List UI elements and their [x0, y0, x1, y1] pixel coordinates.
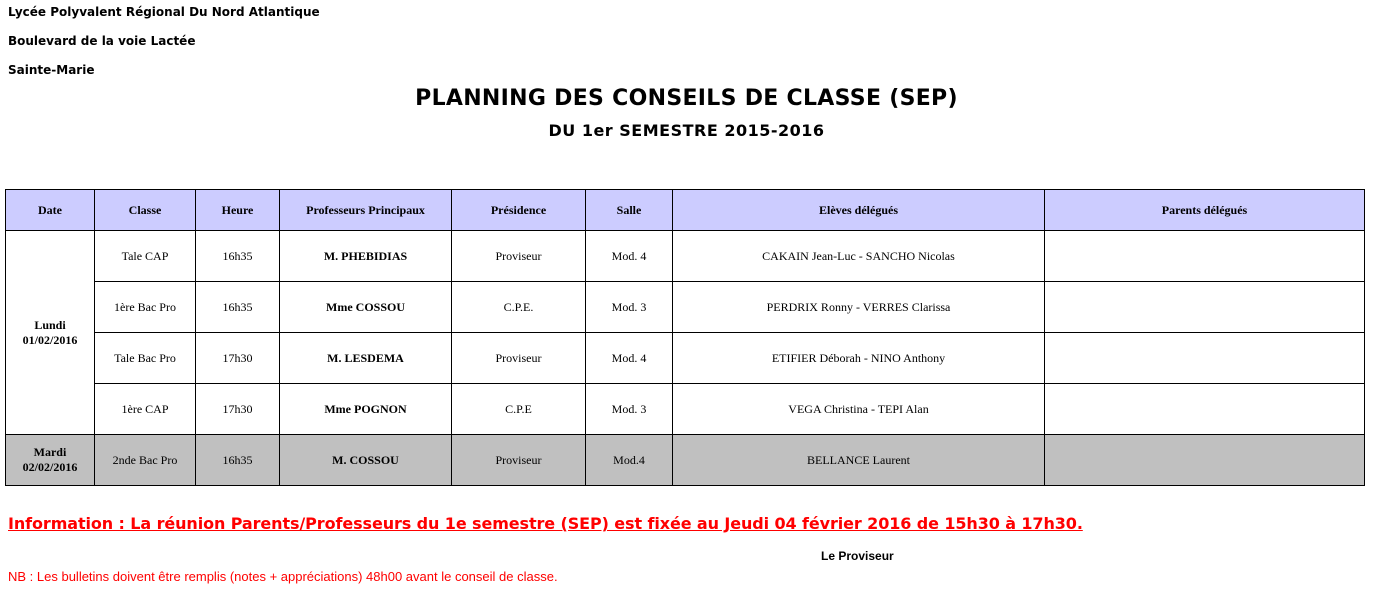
parents-cell: [1045, 282, 1365, 333]
salle-cell: Mod. 4: [586, 333, 673, 384]
salle-cell: Mod.4: [586, 435, 673, 486]
school-city: Sainte-Marie: [8, 63, 95, 77]
classe-cell: Tale CAP: [95, 231, 196, 282]
table-row: [6, 231, 1365, 282]
school-name: Lycée Polyvalent Régional Du Nord Atlantique: [8, 5, 320, 19]
parents-cell: [1045, 231, 1365, 282]
column-header-date: Date: [6, 190, 95, 231]
day-label: Lundi: [34, 317, 66, 332]
professeur-cell: M. LESDEMA: [280, 333, 452, 384]
professeur-cell: M. COSSOU: [280, 435, 452, 486]
presidence-cell: Proviseur: [452, 333, 586, 384]
column-header-eleves: Elèves délégués: [673, 190, 1045, 231]
column-header-parents: Parents délégués: [1045, 190, 1365, 231]
presidence-cell: C.P.E: [452, 384, 586, 435]
presidence-cell: C.P.E.: [452, 282, 586, 333]
table-row: [6, 333, 1365, 384]
page-title: PLANNING DES CONSEILS DE CLASSE (SEP): [415, 86, 958, 111]
professeur-cell: M. PHEBIDIAS: [280, 231, 452, 282]
table-row: [6, 384, 1365, 435]
parents-cell: [1045, 435, 1365, 486]
classe-cell: 1ère CAP: [95, 384, 196, 435]
classe-cell: Tale Bac Pro: [95, 333, 196, 384]
column-header-professeurs: Professeurs Principaux: [280, 190, 452, 231]
professeur-cell: Mme COSSOU: [280, 282, 452, 333]
professeur-cell: Mme POGNON: [280, 384, 452, 435]
parents-cell: [1045, 384, 1365, 435]
heure-cell: 16h35: [196, 282, 280, 333]
eleves-cell: ETIFIER Déborah - NINO Anthony: [673, 333, 1045, 384]
column-header-salle: Salle: [586, 190, 673, 231]
date-label: 02/02/2016: [22, 460, 78, 474]
presidence-cell: Proviseur: [452, 231, 586, 282]
eleves-cell: PERDRIX Ronny - VERRES Clarissa: [673, 282, 1045, 333]
table-row: [6, 435, 1365, 486]
classe-cell: 1ère Bac Pro: [95, 282, 196, 333]
day-label: Mardi: [33, 445, 67, 459]
eleves-cell: BELLANCE Laurent: [673, 435, 1045, 486]
salle-cell: Mod. 4: [586, 231, 673, 282]
table-header-row: [6, 190, 1365, 231]
eleves-cell: VEGA Christina - TEPI Alan: [673, 384, 1045, 435]
page-subtitle: DU 1er SEMESTRE 2015-2016: [548, 121, 825, 140]
table-row: [6, 282, 1365, 333]
presidence-cell: Proviseur: [452, 435, 586, 486]
classe-cell: 2nde Bac Pro: [95, 435, 196, 486]
column-header-heure: Heure: [196, 190, 280, 231]
heure-cell: 17h30: [196, 384, 280, 435]
date-label: 01/02/2016: [22, 332, 78, 347]
date-cell-lundi: [6, 231, 95, 435]
salle-cell: Mod. 3: [586, 384, 673, 435]
heure-cell: 16h35: [196, 435, 280, 486]
eleves-cell: CAKAIN Jean-Luc - SANCHO Nicolas: [673, 231, 1045, 282]
nb-notice: NB : Les bulletins doivent être remplis (notes + appréciations) 48h00 avant le conseil de classe.: [8, 569, 558, 584]
information-notice: Information : La réunion Parents/Professeurs du 1e semestre (SEP) est fixée au Jeudi 04 février 2016 de 15h30 à 17h30.: [8, 514, 1083, 533]
planning-table: [5, 189, 1365, 486]
date-cell-mardi: [6, 435, 95, 486]
column-header-classe: Classe: [95, 190, 196, 231]
signature-label: Le Proviseur: [821, 549, 894, 563]
heure-cell: 16h35: [196, 231, 280, 282]
school-address: Boulevard de la voie Lactée: [8, 34, 196, 48]
salle-cell: Mod. 3: [586, 282, 673, 333]
column-header-presidence: Présidence: [452, 190, 586, 231]
parents-cell: [1045, 333, 1365, 384]
heure-cell: 17h30: [196, 333, 280, 384]
